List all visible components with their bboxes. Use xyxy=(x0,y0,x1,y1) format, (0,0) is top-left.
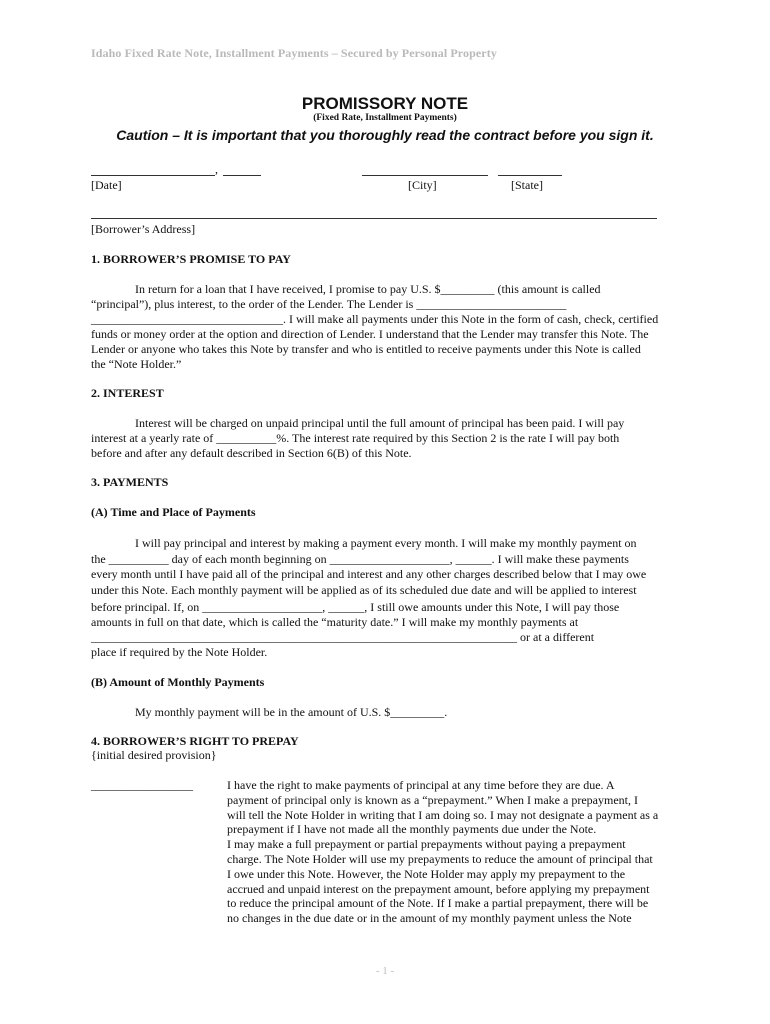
section-3a-line: the __________ day of each month beginning on ____________________, ______. I will make these payments xyxy=(91,552,629,566)
section-2-line: before and after any default described in Section 6(B) of this Note. xyxy=(91,446,412,460)
section-3a-line: under this Note. Each monthly payment will be applied as of its scheduled due date and will be applied to interest xyxy=(91,583,637,597)
section-2-heading: 2. INTEREST xyxy=(91,386,164,400)
section-4-heading: 4. BORROWER’S RIGHT TO PREPAY xyxy=(91,734,299,748)
section-4-line: I have the right to make payments of principal at any time before they are due. A xyxy=(227,778,615,792)
section-1-line: funds or money order at the option and direction of Lender. I understand that the Lender may transfer this Note. The xyxy=(91,327,649,341)
section-2-line: Interest will be charged on unpaid principal until the full amount of principal has been paid. I will pay xyxy=(135,416,625,430)
section-3b-line: My monthly payment will be in the amount of U.S. $_________. xyxy=(135,705,448,719)
initial-blank: _________________ xyxy=(91,778,193,792)
section-4-line: I owe under this Note. However, the Note Holder may apply my prepayment to the xyxy=(227,866,626,881)
page-number: - 1 - xyxy=(375,965,395,977)
city-blank-line xyxy=(362,175,488,176)
date-blank-line xyxy=(91,175,215,176)
section-4-line: to reduce the principal amount of the Note. If I make a partial prepayment, there will be xyxy=(227,896,649,911)
section-4-line: prepayment if I have not made all the monthly payments due under the Note. xyxy=(227,822,597,837)
caution-notice: Caution – It is important that you thoroughly read the contract before you sign it. xyxy=(116,127,654,143)
section-3b-heading: (B) Amount of Monthly Payments xyxy=(91,675,265,689)
state-label: [State] xyxy=(511,178,543,192)
running-header: Idaho Fixed Rate Note, Installment Payments – Secured by Personal Property xyxy=(91,46,497,60)
address-blank-line xyxy=(91,218,657,219)
section-4-line: I may make a full prepayment or partial prepayments without paying a prepayment xyxy=(227,837,626,852)
section-1-line: In return for a loan that I have received, I promise to pay U.S. $_________ (this amount is called xyxy=(135,282,601,296)
city-label: [City] xyxy=(408,178,437,192)
section-3a-line: amounts in full on that date, which is called the “maturity date.” I will make my monthly payments at xyxy=(91,615,579,629)
section-1-heading: 1. BORROWER’S PROMISE TO PAY xyxy=(91,252,291,266)
document-title: PROMISSORY NOTE xyxy=(301,94,469,113)
section-3a-heading: (A) Time and Place of Payments xyxy=(91,505,256,519)
state-blank-line xyxy=(498,175,562,176)
date-comma: , xyxy=(215,162,218,176)
year-blank-line xyxy=(223,175,261,176)
section-4-line: no changes in the due date or in the amount of my monthly payment unless the Note xyxy=(227,911,632,926)
section-1-line: ________________________________. I will make all payments under this Note in the form of cash, check, certified xyxy=(91,312,659,326)
section-4-line: payment of principal only is known as a “prepayment.” When I make a prepayment, I xyxy=(227,792,638,807)
section-3a-line: before principal. If, on ____________________, ______, I still owe amounts under this Note, I will pay those xyxy=(91,600,620,614)
section-2-line: interest at a yearly rate of __________%. The interest rate required by this Section 2 is the rate I will pay both xyxy=(91,431,620,445)
section-1-line: Lender or anyone who takes this Note by transfer and who is entitled to receive payments under this Note is called xyxy=(91,342,641,356)
section-1-line: the “Note Holder.” xyxy=(91,357,182,371)
section-4-body xyxy=(227,778,687,926)
section-3a-line: place if required by the Note Holder. xyxy=(91,645,268,659)
section-4-line: will tell the Note Holder in writing that I am doing so. I may not designate a payment as a xyxy=(227,807,659,822)
borrower-address-label: [Borrower’s Address] xyxy=(91,222,196,236)
section-4-note: {initial desired provision} xyxy=(91,748,217,762)
section-3a-line: _______________________________________________________________________ or at a different xyxy=(91,630,595,644)
section-4-line: charge. The Note Holder will use my prepayments to reduce the amount of principal that xyxy=(227,851,653,866)
section-1-line: “principal”), plus interest, to the order of the Lender. The Lender is _________________________ xyxy=(91,297,567,311)
section-3a-line: I will pay principal and interest by making a payment every month. I will make my monthly payment on xyxy=(135,536,637,550)
date-label: [Date] xyxy=(91,178,122,192)
document-subtitle: (Fixed Rate, Installment Payments) xyxy=(313,113,457,123)
section-3a-line: every month until I have paid all of the principal and interest and any other charges described below that I may owe xyxy=(91,567,647,581)
section-4-line: accrued and unpaid interest on the prepayment amount, before applying my prepayment xyxy=(227,881,650,896)
section-3-heading: 3. PAYMENTS xyxy=(91,475,169,489)
